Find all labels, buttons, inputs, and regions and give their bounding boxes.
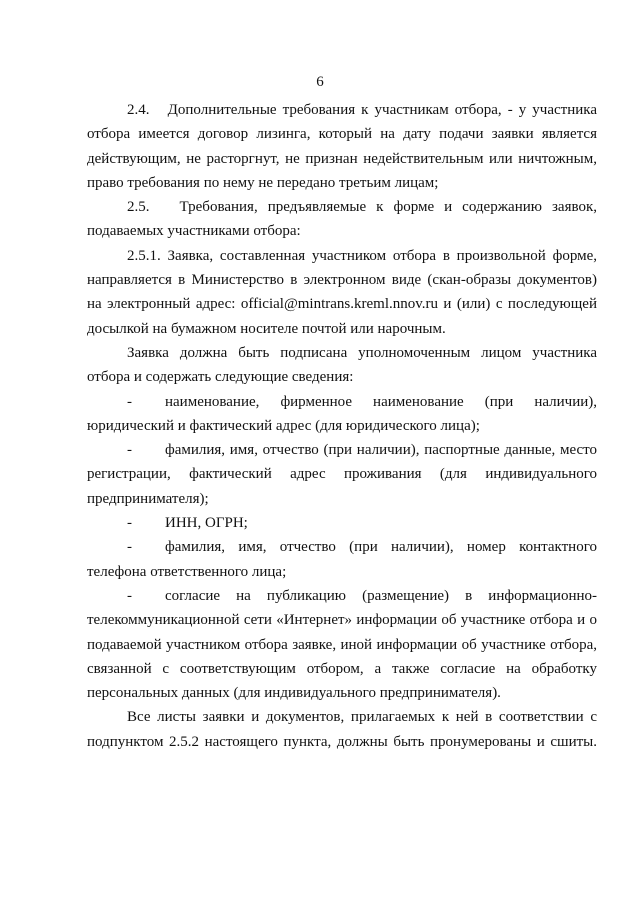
bullet-dash: - (127, 539, 132, 556)
paragraph-final: Все листы заявки и документов, прилагаемых к ней в соответствии с подпунктом 2.5.2 настоящего пункта, должны быть пронумерованы и сшиты. (87, 709, 597, 750)
list-item-text: согласие на публикацию (размещение) в информационно-телекоммуникационной сети «Интернет» информации об участнике отбора и о подаваемой участником отбора заявке, иной информации об участнике отбора, связанной с соответствующим отбором, а также согласие на обработку персональных данных (для индивидуального предпринимателя). (87, 587, 597, 702)
list-item (87, 438, 597, 511)
bullet-dash: - (127, 515, 132, 532)
paragraph-signature-requirement: Заявка должна быть подписана уполномоченным лицом участника отбора и содержать следующие сведения: (87, 344, 597, 386)
page-number: 6 (316, 74, 324, 90)
list-item-text: ИНН, ОГРН; (165, 515, 248, 532)
list-item (87, 535, 597, 584)
list-item (87, 511, 597, 535)
paragraph-2-5: 2.5. Требования, предъявляемые к форме и содержанию заявок, подаваемых участниками отбора: (87, 199, 597, 240)
bullet-dash: - (127, 587, 132, 604)
paragraph-2-5-1: 2.5.1. Заявка, составленная участником отбора в произвольной форме, направляется в Министерство в электронном виде (скан-образы документов) на электронный адрес: official@mintrans.kreml.nnov.ru и (или) с последующей досылкой на бумажном носителе почтой или нарочным. (87, 247, 597, 337)
bullet-dash: - (127, 393, 132, 410)
list-item-text: фамилия, имя, отчество (при наличии), паспортные данные, место регистрации, фактический адрес проживания (для индивидуального предпринимателя); (87, 442, 597, 507)
list-item (87, 390, 597, 439)
document-body (87, 98, 597, 754)
list-item-text: фамилия, имя, отчество (при наличии), номер контактного телефона ответственного лица; (87, 539, 597, 580)
paragraph-2-4: 2.4. Дополнительные требования к участникам отбора, - у участника отбора имеется договор лизинга, который на дату подачи заявки является действующим, не расторгнут, не признан недействительным или ничтожным, право требования по нему не передано третьим лицам; (87, 102, 597, 191)
bullet-dash: - (127, 442, 132, 459)
list-item-text: наименование, фирменное наименование (при наличии), юридический и фактический адрес (для юридического лица); (87, 393, 597, 434)
list-item (87, 584, 597, 705)
